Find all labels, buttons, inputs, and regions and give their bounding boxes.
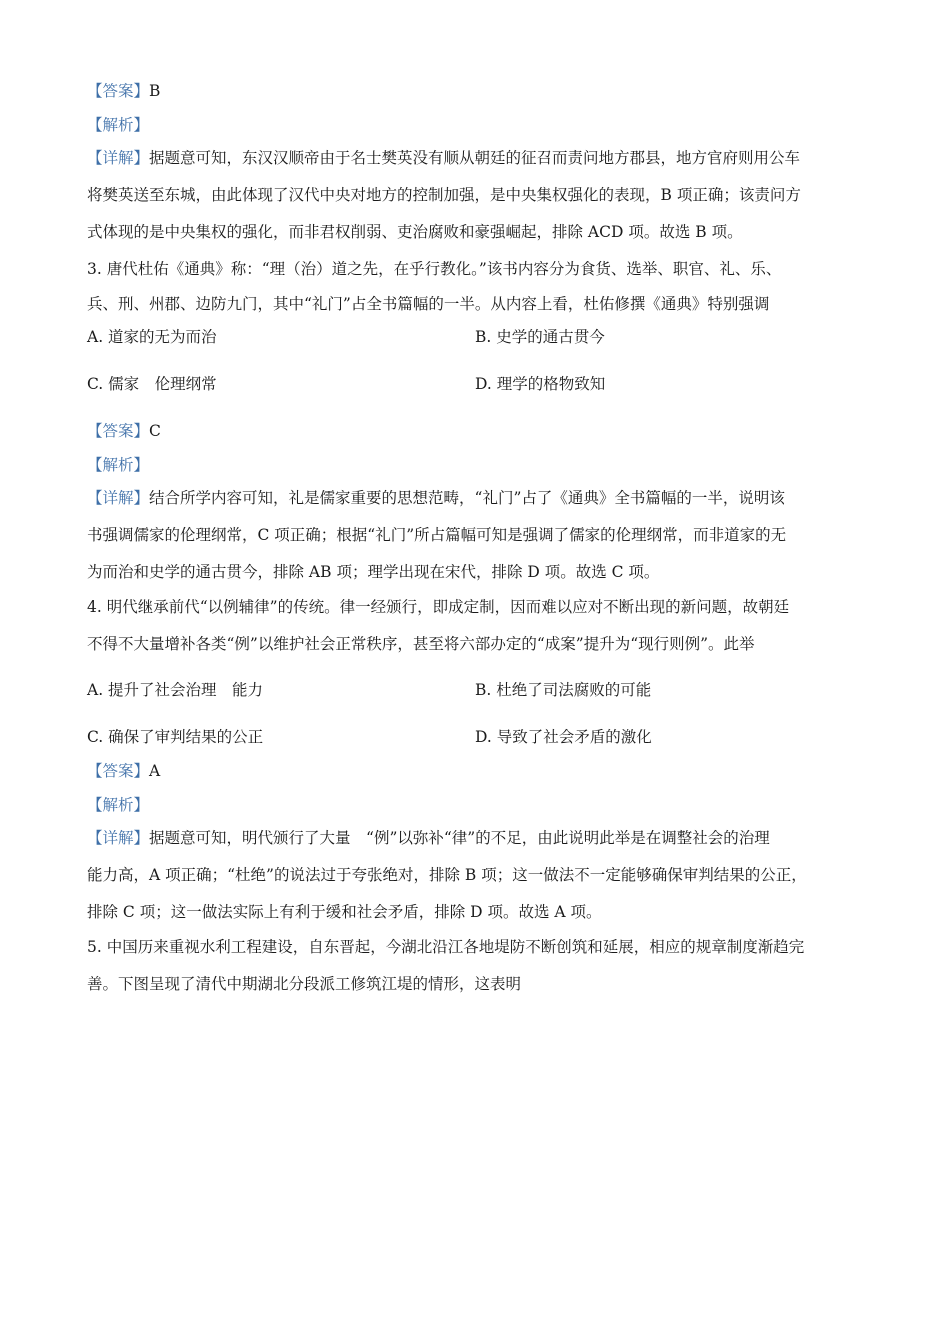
analysis-label: 【解析】	[87, 456, 150, 474]
detail-line	[87, 828, 770, 848]
question-4-line: 4. 明代继承前代“以例辅律”的传统。律一经颁行，即成定制，因而难以应对不断出现的新问题，故朝廷	[87, 598, 790, 616]
detail-label: 【详解】	[87, 489, 150, 507]
question-4-line: 不得不大量增补各类“例”以维护社会正常秩序，甚至将六部办定的“成案”提升为“现行则例”。此举	[87, 635, 755, 653]
answer-line	[87, 761, 160, 781]
detail-label: 【详解】	[87, 829, 150, 847]
detail-line: 式体现的是中央集权的强化，而非君权削弱、吏治腐败和豪强崛起，排除 ACD 项。故选 B 项。	[87, 223, 743, 241]
analysis-label: 【解析】	[87, 116, 150, 134]
option-c: C. 儒家 伦理纲常	[87, 375, 217, 393]
question-3-line: 兵、刑、州郡、边防九门，其中“礼门”占全书篇幅的一半。从内容上看，杜佑修撰《通典》特别强调	[87, 295, 770, 313]
option-c: C. 确保了审判结果的公正	[87, 728, 264, 746]
question-3-line: 3. 唐代杜佑《通典》称：“理（治）道之先，在乎行教化。”该书内容分为食货、选举、职官、礼、乐、	[87, 260, 782, 278]
detail-line	[87, 148, 800, 168]
analysis-label: 【解析】	[87, 796, 150, 814]
answer-value: A	[149, 762, 161, 780]
detail-line: 书强调儒家的伦理纲常，C 项正确；根据“礼门”所占篇幅可知是强调了儒家的伦理纲常，而非道家的无	[87, 526, 787, 544]
detail-line	[87, 488, 785, 508]
answer-value: C	[149, 422, 161, 440]
answer-line	[87, 421, 161, 441]
detail-text: 结合所学内容可知，礼是儒家重要的思想范畴，“礼门”占了《通典》全书篇幅的一半，说明该	[149, 489, 785, 507]
question-5-line: 善。下图呈现了清代中期湖北分段派工修筑江堤的情形，这表明	[87, 975, 522, 993]
answer-line	[87, 81, 160, 101]
option-b: B. 史学的通古贯今	[475, 328, 605, 346]
question-5-line: 5. 中国历来重视水利工程建设，自东晋起，今湖北沿江各地堤防不断创筑和延展，相应的规章制度渐趋完	[87, 938, 805, 956]
answer-value: B	[149, 82, 161, 100]
detail-label: 【详解】	[87, 149, 150, 167]
answer-label: 【答案】	[87, 762, 150, 780]
detail-text: 据题意可知，东汉汉顺帝由于名士樊英没有顺从朝廷的征召而责问地方郡县，地方官府则用公车	[149, 149, 801, 167]
detail-line: 将樊英送至东城，由此体现了汉代中央对地方的控制加强，是中央集权强化的表现，B 项正确；该责问方	[87, 186, 801, 204]
detail-text: 据题意可知，明代颁行了大量 “例”以弥补“律”的不足，由此说明此举是在调整社会的治理	[149, 829, 770, 847]
answer-label: 【答案】	[87, 82, 150, 100]
option-a: A. 提升了社会治理 能力	[87, 681, 264, 699]
answer-label: 【答案】	[87, 422, 150, 440]
detail-line: 为而治和史学的通古贯今，排除 AB 项；理学出现在宋代，排除 D 项。故选 C 项。	[87, 563, 660, 581]
option-d: D. 导致了社会矛盾的激化	[475, 728, 652, 746]
option-a: A. 道家的无为而治	[87, 328, 217, 346]
option-d: D. 理学的格物致知	[475, 375, 606, 393]
detail-line: 能力高，A 项正确；“杜绝”的说法过于夸张绝对，排除 B 项；这一做法不一定能够确保审判结果的公正，	[87, 866, 807, 884]
detail-line: 排除 C 项；这一做法实际上有利于缓和社会矛盾，排除 D 项。故选 A 项。	[87, 903, 602, 921]
option-b: B. 杜绝了司法腐败的可能	[475, 681, 652, 699]
